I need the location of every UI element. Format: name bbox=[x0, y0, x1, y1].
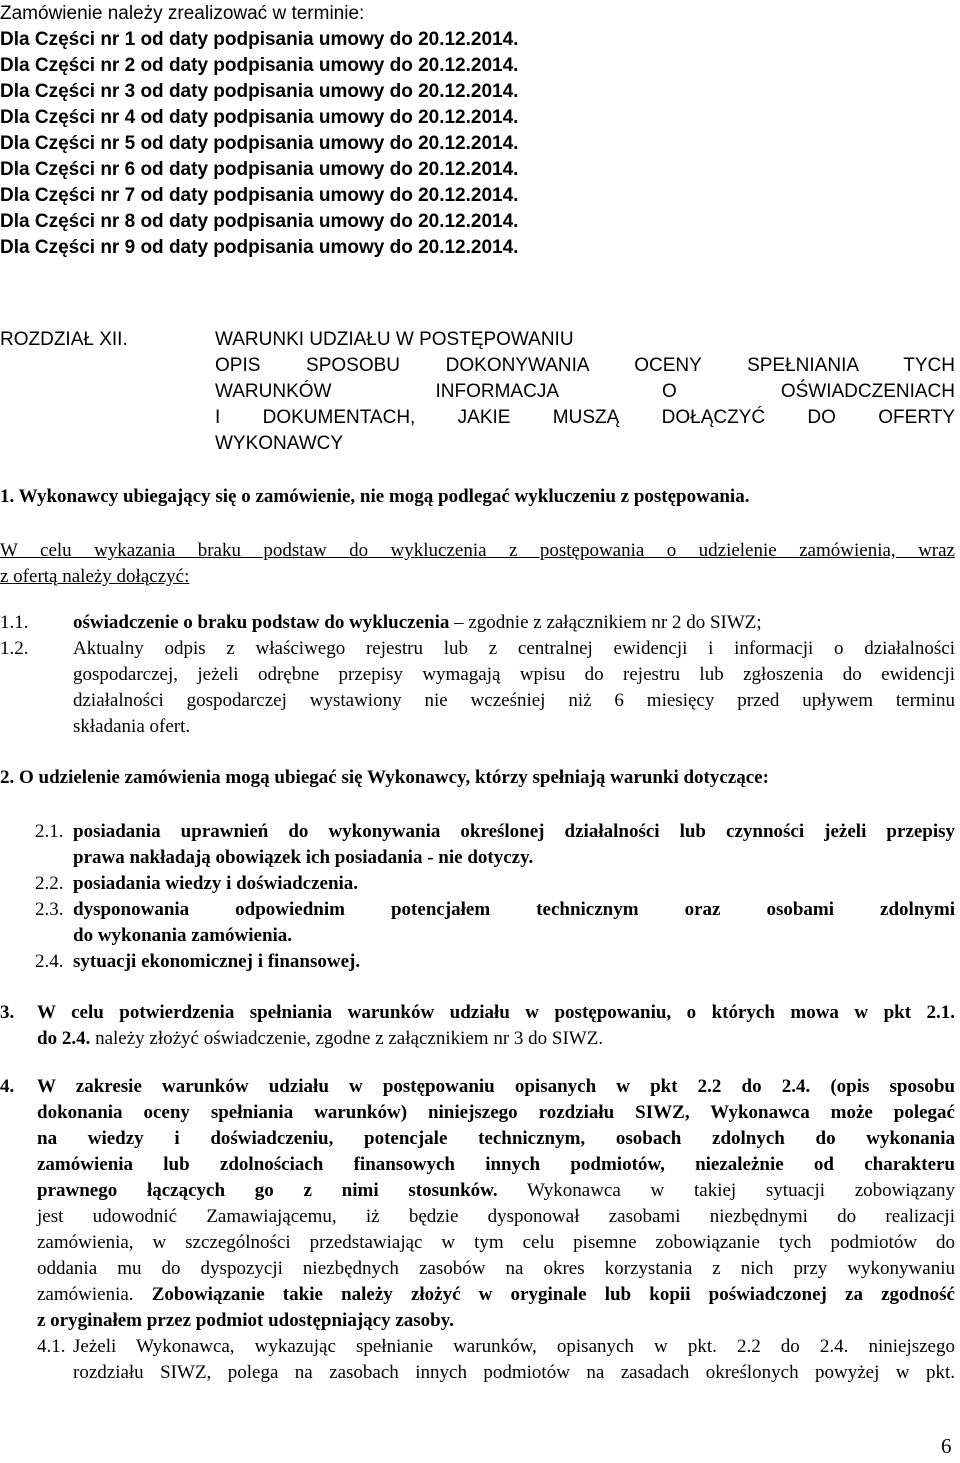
section-4-line bbox=[37, 1308, 955, 1334]
item-2-2-number: 2.2. bbox=[35, 873, 64, 894]
part-deadline: Dla Części nr 2 od daty podpisania umowy do 20.12.2014. bbox=[0, 55, 519, 76]
item-1-2-line: Aktualny odpis z właściwego rejestru lub z centralnej ewidencji i informacji o działalności bbox=[73, 638, 955, 659]
section-3-text bbox=[37, 1000, 955, 1052]
item-2-1-line: prawa nakładają obowiązek ich posiadania - nie dotyczy. bbox=[73, 847, 534, 868]
item-2-3-line: do wykonania zamówienia. bbox=[73, 925, 293, 946]
chapter-title-line: OPIS SPOSOBU DOKONYWANIA OCENY SPEŁNIANIA TYCH bbox=[215, 355, 955, 376]
section-1-heading: 1. Wykonawcy ubiegający się o zamówienie, nie mogą podlegać wykluczeniu z postępowania. bbox=[0, 486, 750, 507]
section-4-bold: dokonania oceny spełniania warunków) niniejszego rozdziału SIWZ, Wykonawca może polegać bbox=[37, 1102, 955, 1123]
chapter-title-line: WARUNKÓW INFORMACJA O OŚWIADCZENIACH bbox=[215, 381, 955, 402]
item-2-1-number: 2.1. bbox=[35, 821, 64, 842]
item-4-1-number: 4.1. bbox=[37, 1336, 66, 1357]
section-3-bold: do 2.4. bbox=[37, 1028, 91, 1049]
section-4-bold: prawnego łączących go z nimi stosunków. bbox=[37, 1180, 498, 1201]
item-2-1-line: posiadania uprawnień do wykonywania określonej działalności lub czynności jeżeli przepisy bbox=[73, 821, 955, 842]
item-1-1-bold: oświadczenie o braku podstaw do wykluczenia bbox=[73, 612, 450, 633]
section-4-line bbox=[37, 1074, 955, 1100]
page-number: 6 bbox=[941, 1434, 952, 1458]
section-4-line bbox=[37, 1126, 955, 1152]
item-2-4: sytuacji ekonomicznej i finansowej. bbox=[73, 951, 361, 972]
part-deadline: Dla Części nr 7 od daty podpisania umowy do 20.12.2014. bbox=[0, 185, 519, 206]
chapter-title-line: WARUNKI UDZIAŁU W POSTĘPOWANIU bbox=[215, 329, 574, 350]
part-deadline: Dla Części nr 8 od daty podpisania umowy do 20.12.2014. bbox=[0, 211, 519, 232]
section-4-line bbox=[37, 1282, 955, 1308]
requirement-line: W celu wykazania braku podstaw do wykluczenia z postępowania o udzielenie zamówienia, wraz bbox=[0, 540, 955, 561]
section-1-requirement bbox=[0, 538, 955, 590]
section-4-line bbox=[37, 1178, 955, 1204]
chapter-title bbox=[215, 327, 955, 457]
section-4-regular: zamówienia. bbox=[37, 1284, 152, 1305]
item-4-1-line: Jeżeli Wykonawca, wykazując spełnianie warunków, opisanych w pkt. 2.2 do 2.4. niniejszego bbox=[73, 1336, 955, 1357]
item-2-4-number: 2.4. bbox=[35, 951, 64, 972]
section-4-regular: Wykonawca w takiej sytuacji zobowiązany bbox=[497, 1180, 955, 1201]
section-3-line: W celu potwierdzenia spełniania warunków udziału w postępowaniu, o których mowa w pkt 2.1. bbox=[37, 1002, 955, 1023]
chapter-title-line: I DOKUMENTACH, JAKIE MUSZĄ DOŁĄCZYĆ DO OFERTY bbox=[215, 407, 955, 428]
item-1-2-line: gospodarczej, jeżeli odrębne przepisy wymagają wpisu do rejestru lub zgłoszenia do ewidencji bbox=[73, 664, 955, 685]
section-4-bold: zamówienia lub zdolnościach finansowych innych podmiotów, niezależnie od charakteru bbox=[37, 1154, 955, 1175]
item-2-3-number: 2.3. bbox=[35, 899, 64, 920]
chapter-title-line: WYKONAWCY bbox=[215, 433, 344, 454]
section-3-line bbox=[37, 1026, 955, 1052]
part-deadline: Dla Części nr 3 od daty podpisania umowy do 20.12.2014. bbox=[0, 81, 519, 102]
parts-list bbox=[0, 27, 518, 261]
item-2-3 bbox=[73, 897, 955, 949]
section-4-regular: zamówienia, w szczególności przedstawiając w tym celu pisemne zobowiązanie tych podmiotów do bbox=[37, 1232, 955, 1253]
part-deadline: Dla Części nr 9 od daty podpisania umowy do 20.12.2014. bbox=[0, 237, 519, 258]
section-4-line bbox=[37, 1100, 955, 1126]
chapter-label: ROZDZIAŁ XII. bbox=[0, 329, 128, 350]
section-4-regular: jest udowodnić Zamawiającemu, iż będzie dysponował zasobami niezbędnymi do realizacji bbox=[37, 1206, 955, 1227]
section-4-number: 4. bbox=[0, 1076, 15, 1097]
section-4-text bbox=[37, 1074, 955, 1334]
part-deadline: Dla Części nr 5 od daty podpisania umowy do 20.12.2014. bbox=[0, 133, 519, 154]
section-4-regular: oddania mu do dyspozycji niezbędnych zasobów na okres korzystania z nich przy wykonywaniu bbox=[37, 1258, 955, 1279]
section-4-bold: Zobowiązanie takie należy złożyć w oryginale lub kopii poświadczonej za zgodność bbox=[151, 1284, 955, 1305]
item-1-2-line: składania ofert. bbox=[73, 716, 191, 737]
item-2-3-line: dysponowania odpowiednim potencjałem technicznym oraz osobami zdolnymi bbox=[73, 899, 955, 920]
section-4-line bbox=[37, 1152, 955, 1178]
item-2-1 bbox=[73, 819, 955, 871]
section-4-bold: z oryginałem przez podmiot udostępniający zasoby. bbox=[37, 1310, 454, 1331]
section-3-number: 3. bbox=[0, 1002, 15, 1023]
part-deadline: Dla Części nr 6 od daty podpisania umowy do 20.12.2014. bbox=[0, 159, 519, 180]
item-4-1-line: rozdziału SIWZ, polega na zasobach innych podmiotów na zasadach określonych powyżej w pkt. bbox=[73, 1362, 955, 1383]
item-1-2-line: działalności gospodarczej wystawiony nie wcześniej niż 6 miesięcy przed upływem terminu bbox=[73, 690, 955, 711]
item-1-2 bbox=[73, 636, 955, 740]
section-2-heading: 2. O udzielenie zamówienia mogą ubiegać się Wykonawcy, którzy spełniają warunki dotyczące: bbox=[0, 767, 769, 788]
section-4-line bbox=[37, 1256, 955, 1282]
section-4-bold: W zakresie warunków udziału w postępowaniu opisanych w pkt 2.2 do 2.4. (opis sposobu bbox=[37, 1076, 955, 1097]
part-deadline: Dla Części nr 1 od daty podpisania umowy do 20.12.2014. bbox=[0, 29, 519, 50]
requirement-line: z ofertą należy dołączyć: bbox=[0, 566, 190, 587]
item-1-1-number: 1.1. bbox=[0, 612, 29, 633]
section-3-rest: należy złożyć oświadczenie, zgodne z załącznikiem nr 3 do SIWZ. bbox=[90, 1028, 604, 1049]
item-1-1-rest: – zgodnie z załącznikiem nr 2 do SIWZ; bbox=[449, 612, 762, 633]
item-2-2: posiadania wiedzy i doświadczenia. bbox=[73, 873, 359, 894]
item-4-1 bbox=[73, 1334, 955, 1386]
item-1-1 bbox=[73, 610, 762, 636]
section-4-line bbox=[37, 1230, 955, 1256]
item-1-2-number: 1.2. bbox=[0, 638, 29, 659]
section-4-bold: na wiedzy i doświadczeniu, potencjale technicznym, osobach zdolnych do wykonania bbox=[37, 1128, 955, 1149]
intro-line: Zamówienie należy zrealizować w terminie: bbox=[0, 3, 365, 24]
part-deadline: Dla Części nr 4 od daty podpisania umowy do 20.12.2014. bbox=[0, 107, 519, 128]
section-4-line bbox=[37, 1204, 955, 1230]
